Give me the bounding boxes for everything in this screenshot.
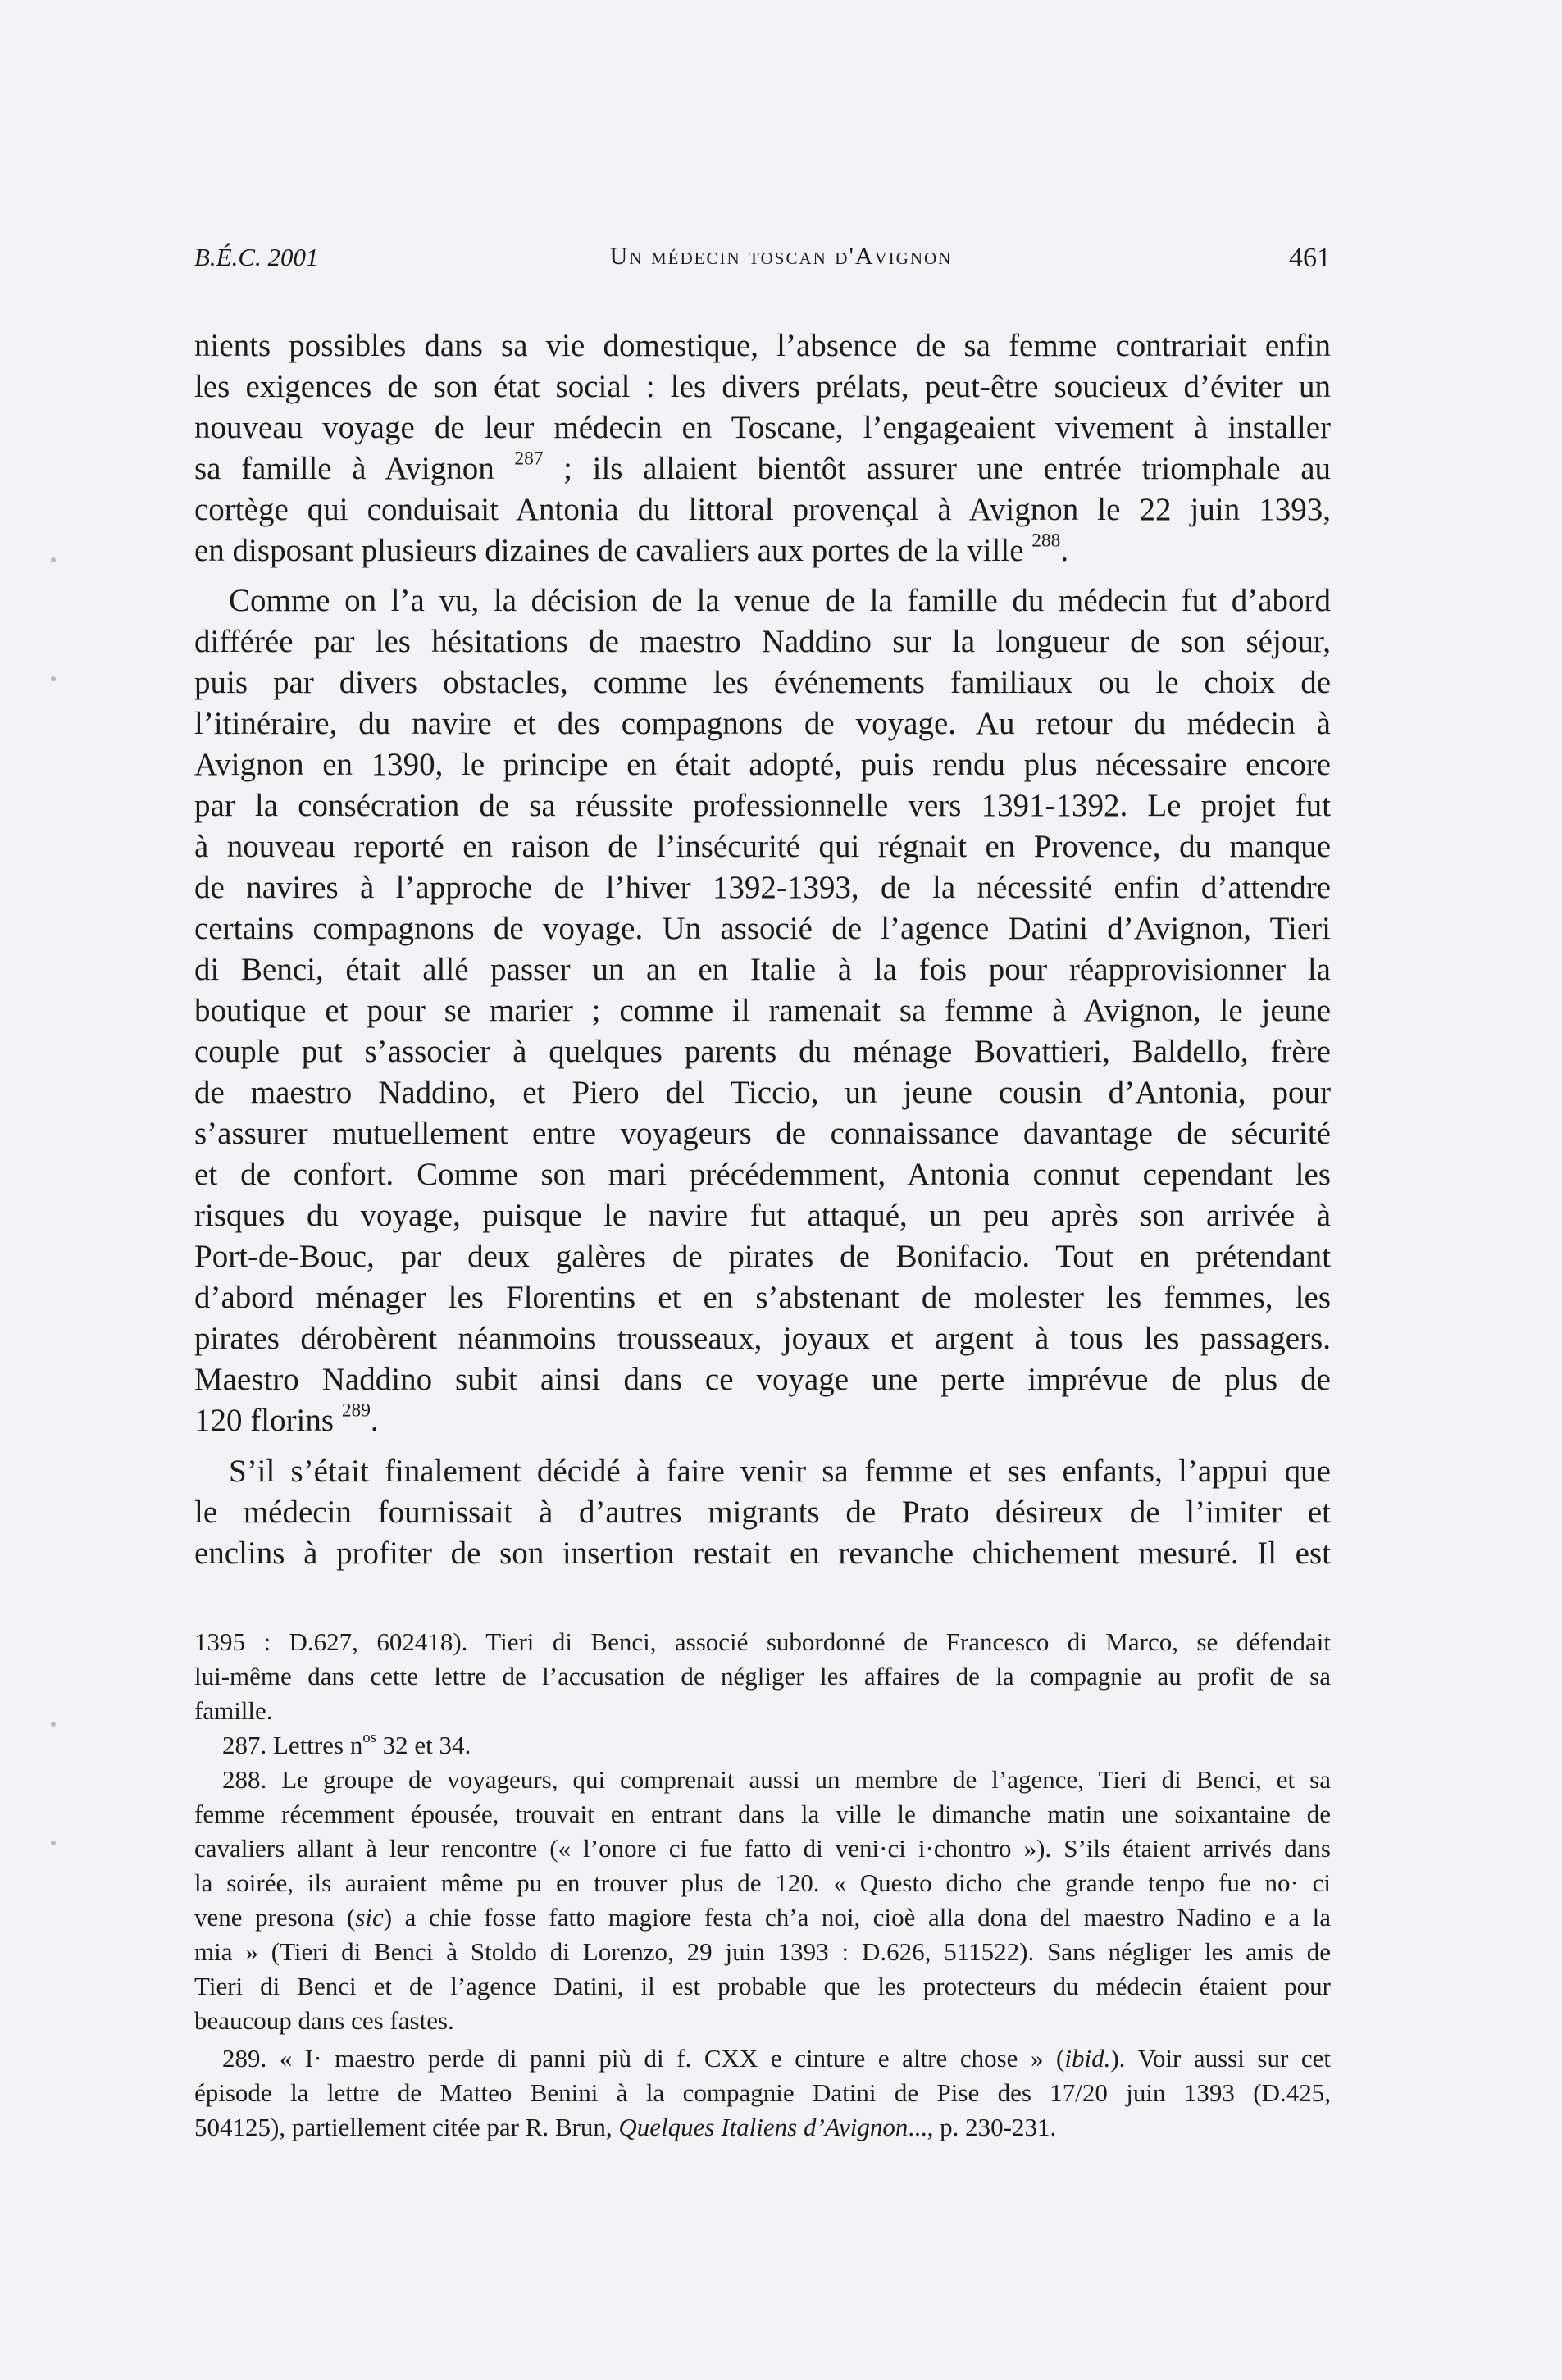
text-run: le médecin fournissait à d’autres migrants de Prato désireux de l’imiter et xyxy=(194,1495,1331,1530)
text-line xyxy=(194,1451,1331,1492)
text-line xyxy=(194,1031,1331,1072)
paragraph xyxy=(194,1451,1331,1574)
text-line xyxy=(194,325,1331,366)
superscript: 288 xyxy=(1031,530,1061,552)
text-run: ). Voir aussi sur cet xyxy=(1110,2044,1332,2073)
text-run: 289. « I· maestro perde di panni più di f. CXX e cinture e altre chose » ( xyxy=(222,2044,1065,2073)
text-line xyxy=(194,1866,1331,1900)
text-run: 120 florins xyxy=(194,1403,342,1438)
text-run: beaucoup dans ces fastes. xyxy=(194,2006,454,2035)
text-line xyxy=(194,530,1331,571)
binding-hole-mark xyxy=(51,676,56,681)
text-run: 32 et 34. xyxy=(376,1731,471,1759)
text-run: S’il s’était finalement décidé à faire venir sa femme et ses enfants, l’appui que xyxy=(229,1454,1331,1489)
text-run: . xyxy=(1060,533,1069,568)
italic-text: sic xyxy=(355,1903,384,1932)
text-run: lui-même dans cette lettre de l’accusation de négliger les affaires de la compagnie au profit de sa xyxy=(194,1662,1331,1691)
text-run: par la consécration de sa réussite professionnelle vers 1391-1392. Le projet fut xyxy=(194,788,1331,823)
text-run: différée par les hésitations de maestro Naddino sur la longueur de son séjour, xyxy=(194,624,1331,659)
text-run: ) a chie fosse fatto magiore festa ch’a noi, cioè alla dona del maestro Nadino e a la xyxy=(383,1903,1332,1932)
text-line xyxy=(194,1359,1331,1400)
footnote xyxy=(194,2041,1331,2145)
text-run: enclins à profiter de son insertion restait en revanche chichement mesuré. Il est xyxy=(194,1536,1331,1571)
paragraph xyxy=(194,325,1331,571)
text-run: mia » (Tieri di Benci à Stoldo di Lorenzo, 29 juin 1393 : D.626, 511522). Sans négliger les amis de xyxy=(194,1937,1331,1966)
text-run: la soirée, ils auraient même pu en trouver plus de 120. « Questo dicho che grande tenpo fue no· ci xyxy=(194,1868,1331,1897)
text-run: famille. xyxy=(194,1696,273,1725)
text-run: boutique et pour se marier ; comme il ramenait sa femme à Avignon, le jeune xyxy=(194,993,1331,1028)
text-line xyxy=(194,867,1331,908)
text-line xyxy=(194,2076,1331,2110)
text-run: di Benci, était allé passer un an en Italie à la fois pour réapprovisionner la xyxy=(194,952,1331,987)
italic-text: Quelques Italiens d’Avignon xyxy=(618,2113,909,2141)
running-title: Un médecin toscan d'Avignon xyxy=(609,243,953,270)
text-run: à nouveau reporté en raison de l’insécurité qui régnait en Provence, du manque xyxy=(194,829,1331,864)
text-line xyxy=(194,489,1331,530)
text-run: femme récemment épousée, trouvait en entrant dans la ville le dimanche matin une soixantaine de xyxy=(194,1800,1331,1828)
text-run: couple put s’associer à quelques parents du ménage Bovattieri, Baldello, frère xyxy=(194,1034,1331,1069)
text-line xyxy=(194,1533,1331,1574)
text-run: nients possibles dans sa vie domestique, l’absence de sa femme contrariait enfin xyxy=(194,328,1331,363)
text-run: cortège qui conduisait Antonia du littoral provençal à Avignon le 22 juin 1393, xyxy=(194,492,1331,527)
text-run: 504125), partiellement citée par R. Brun, xyxy=(194,2113,619,2141)
text-line xyxy=(194,1935,1331,1969)
text-line xyxy=(194,1492,1331,1533)
text-run: 288. Le groupe de voyageurs, qui comprenait aussi un membre de l’agence, Tieri di Benci, et sa xyxy=(222,1765,1331,1794)
text-run: ..., p. 230-231. xyxy=(908,2113,1057,2141)
text-run: vene presona ( xyxy=(194,1903,356,1932)
footnote xyxy=(194,1728,1331,1763)
paragraph xyxy=(194,580,1331,1441)
text-run: Port-de-Bouc, par deux galères de pirates de Bonifacio. Tout en prétendant xyxy=(194,1239,1331,1274)
superscript: 289 xyxy=(341,1399,371,1422)
superscript: 287 xyxy=(514,448,544,470)
page-number: 461 xyxy=(1289,243,1331,273)
text-run: Maestro Naddino subit ainsi dans ce voyage une perte imprévue de plus de xyxy=(194,1362,1331,1397)
text-run: ; ils allaient bientôt assurer une entrée triomphale au xyxy=(543,451,1332,486)
text-run: nouveau voyage de leur médecin en Toscane, l’engageaient vivement à installer xyxy=(194,410,1331,445)
text-line xyxy=(194,949,1331,990)
text-line xyxy=(194,1113,1331,1154)
text-line xyxy=(194,1318,1331,1359)
text-run: risques du voyage, puisque le navire fut attaqué, un peu après son arrivée à xyxy=(194,1198,1331,1233)
text-run: Comme on l’a vu, la décision de la venue de la famille du médecin fut d’abord xyxy=(229,583,1331,618)
text-line xyxy=(194,1195,1331,1236)
footnote xyxy=(194,1763,1331,2038)
text-line xyxy=(194,1072,1331,1113)
text-run: 1395 : D.627, 602418). Tieri di Benci, associé subordonné de Francesco di Marco, se défendait xyxy=(194,1627,1331,1656)
text-line xyxy=(194,1277,1331,1318)
text-line xyxy=(194,990,1331,1031)
text-run: d’abord ménager les Florentins et en s’abstenant de molester les femmes, les xyxy=(194,1280,1331,1315)
journal-label: B.É.C. 2001 xyxy=(194,243,319,271)
text-run: s’assurer mutuellement entre voyageurs de connaissance davantage de sécurité xyxy=(194,1116,1331,1151)
text-run: puis par divers obstacles, comme les événements familiaux ou le choix de xyxy=(194,665,1331,700)
binding-hole-mark xyxy=(51,557,56,562)
text-run: les exigences de son état social : les divers prélats, peut-être soucieux d’éviter un xyxy=(194,369,1331,404)
text-line xyxy=(194,1728,1331,1763)
text-run: Avignon en 1390, le principe en était adopté, puis rendu plus nécessaire encore xyxy=(194,747,1331,782)
footnote xyxy=(194,1625,1331,1728)
text-run: certains compagnons de voyage. Un associé de l’agence Datini d’Avignon, Tieri xyxy=(194,911,1331,946)
text-line xyxy=(194,407,1331,448)
superscript: os xyxy=(362,1729,376,1747)
text-line xyxy=(194,2041,1331,2076)
text-line xyxy=(194,908,1331,949)
text-line xyxy=(194,1400,1331,1441)
text-line xyxy=(194,1694,1331,1728)
text-run: de maestro Naddino, et Piero del Ticcio, un jeune cousin d’Antonia, pour xyxy=(194,1075,1331,1110)
text-line xyxy=(194,2004,1331,2038)
text-line xyxy=(194,1797,1331,1832)
text-line xyxy=(194,662,1331,703)
text-run: l’itinéraire, du navire et des compagnons de voyage. Au retour du médecin à xyxy=(194,706,1331,741)
text-line xyxy=(194,1763,1331,1797)
text-run: et de confort. Comme son mari précédemment, Antonia connut cependant les xyxy=(194,1157,1331,1192)
text-line xyxy=(194,744,1331,785)
text-run: 287. Lettres n xyxy=(222,1731,363,1759)
text-line xyxy=(194,1969,1331,2004)
text-line xyxy=(194,1659,1331,1694)
text-line xyxy=(194,703,1331,744)
text-run: . xyxy=(370,1403,379,1438)
text-line xyxy=(194,366,1331,407)
text-line xyxy=(194,448,1331,489)
text-run: sa famille à Avignon xyxy=(194,451,515,486)
text-line xyxy=(194,1832,1331,1866)
text-line xyxy=(194,785,1331,826)
text-run: de navires à l’approche de l’hiver 1392-1393, de la nécessité enfin d’attendre xyxy=(194,870,1331,905)
text-line xyxy=(194,1900,1331,1935)
text-run: épisode la lettre de Matteo Benini à la compagnie Datini de Pise des 17/20 juin 1393 (D.425, xyxy=(194,2078,1331,2107)
text-line xyxy=(194,1236,1331,1277)
binding-hole-mark xyxy=(51,1722,56,1727)
binding-hole-mark xyxy=(51,1841,56,1845)
text-run: cavaliers allant à leur rencontre (« l’onore ci fue fatto di veni·ci i·chontro »). S’ils étaient arrivés dans xyxy=(194,1834,1331,1863)
text-line xyxy=(194,621,1331,662)
text-line xyxy=(194,826,1331,867)
italic-text: ibid. xyxy=(1064,2044,1111,2073)
text-line xyxy=(194,580,1331,621)
text-run: pirates dérobèrent néanmoins trousseaux, joyaux et argent à tous les passagers. xyxy=(194,1321,1331,1356)
text-run: en disposant plusieurs dizaines de cavaliers aux portes de la ville xyxy=(194,533,1032,568)
text-line xyxy=(194,1154,1331,1195)
text-line xyxy=(194,2110,1331,2145)
text-line xyxy=(194,1625,1331,1659)
text-run: Tieri di Benci et de l’agence Datini, il est probable que les protecteurs du médecin étaient pour xyxy=(194,1972,1331,2000)
